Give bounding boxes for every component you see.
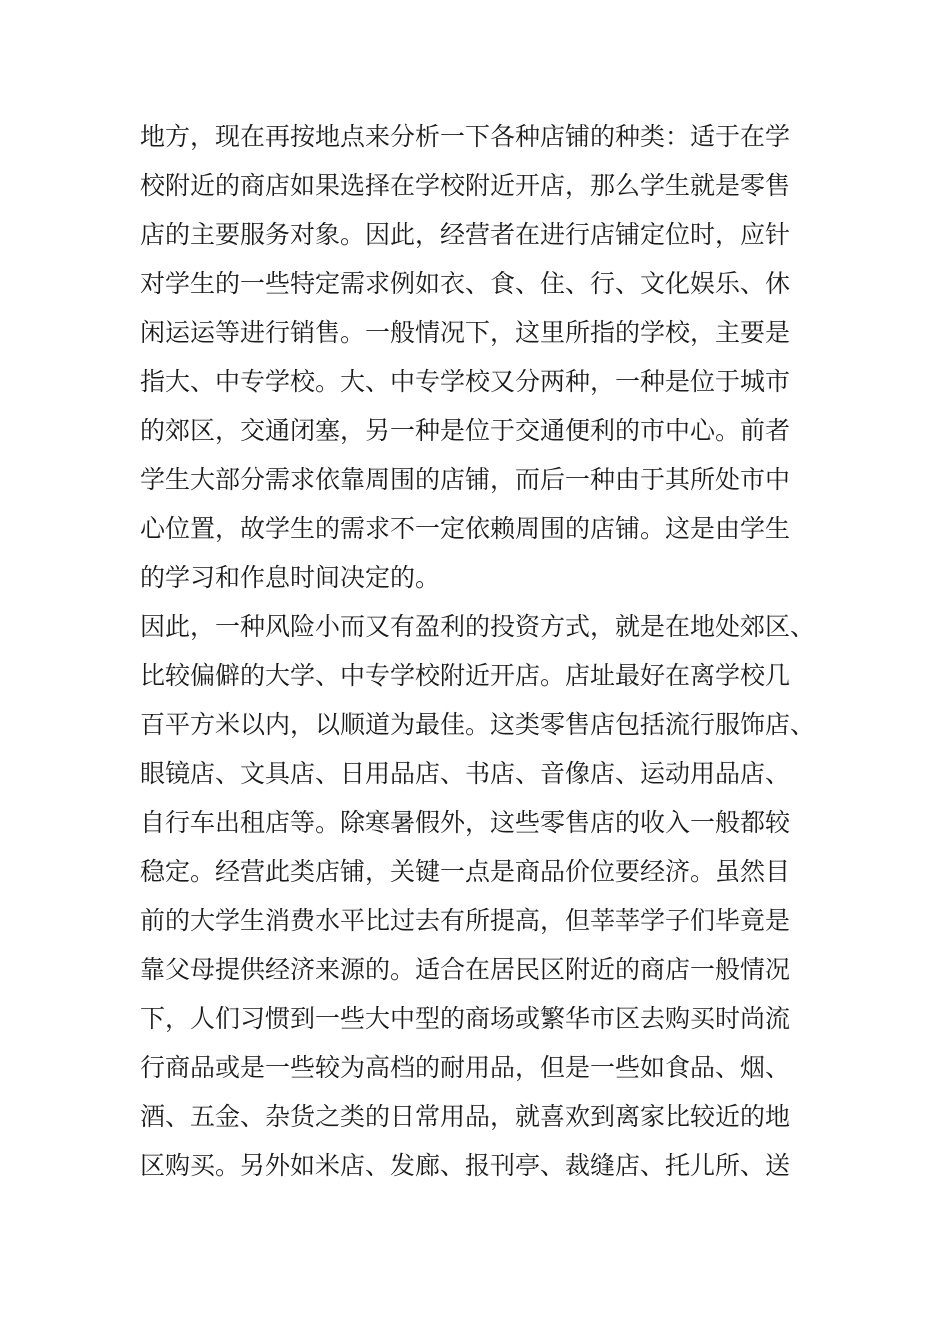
text-line: 百平方米以内，以顺道为最佳。这类零售店包括流行服饰店、: [140, 710, 816, 739]
text-line: 稳定。经营此类店铺，关键一点是商品价位要经济。虽然目: [140, 857, 791, 886]
text-line: 比较偏僻的大学、中专学校附近开店。店址最好在离学校几: [140, 661, 791, 690]
text-line: 的郊区，交通闭塞，另一种是位于交通便利的市中心。前者: [140, 416, 791, 445]
text-line: 闲运运等进行销售。一般情况下，这里所指的学校，主要是: [140, 318, 791, 347]
text-line: 对学生的一些特定需求例如衣、食、住、行、文化娱乐、休: [140, 269, 791, 298]
body-text: [140, 112, 820, 1190]
text-line: 酒、五金、杂货之类的日常用品，就喜欢到离家比较近的地: [140, 1102, 791, 1131]
text-line: 心位置，故学生的需求不一定依赖周围的店铺。这是由学生: [140, 514, 791, 543]
text-line: 指大、中专学校。大、中专学校又分两种，一种是位于城市: [140, 367, 791, 396]
text-line: 自行车出租店等。除寒暑假外，这些零售店的收入一般都较: [140, 808, 791, 837]
text-line: 眼镜店、文具店、日用品店、书店、音像店、运动用品店、: [140, 759, 791, 788]
text-line: 的学习和作息时间决定的。: [140, 563, 441, 592]
text-line: 店的主要服务对象。因此，经营者在进行店铺定位时，应针: [140, 220, 791, 249]
text-line: 因此，一种风险小而又有盈利的投资方式，就是在地处郊区、: [140, 612, 816, 641]
text-line: 行商品或是一些较为高档的耐用品，但是一些如食品、烟、: [140, 1053, 791, 1082]
text-line: 校附近的商店如果选择在学校附近开店，那么学生就是零售: [140, 171, 791, 200]
text-line: 地方，现在再按地点来分析一下各种店铺的种类：适于在学: [140, 122, 791, 151]
text-line: 学生大部分需求依靠周围的店铺，而后一种由于其所处市中: [140, 465, 791, 494]
text-line: 前的大学生消费水平比过去有所提高，但莘莘学子们毕竟是: [140, 906, 791, 935]
text-line: 靠父母提供经济来源的。适合在居民区附近的商店一般情况: [140, 955, 791, 984]
text-line: 区购买。另外如米店、发廊、报刊亭、裁缝店、托儿所、送: [140, 1151, 791, 1180]
text-line: 下，人们习惯到一些大中型的商场或繁华市区去购买时尚流: [140, 1004, 791, 1033]
